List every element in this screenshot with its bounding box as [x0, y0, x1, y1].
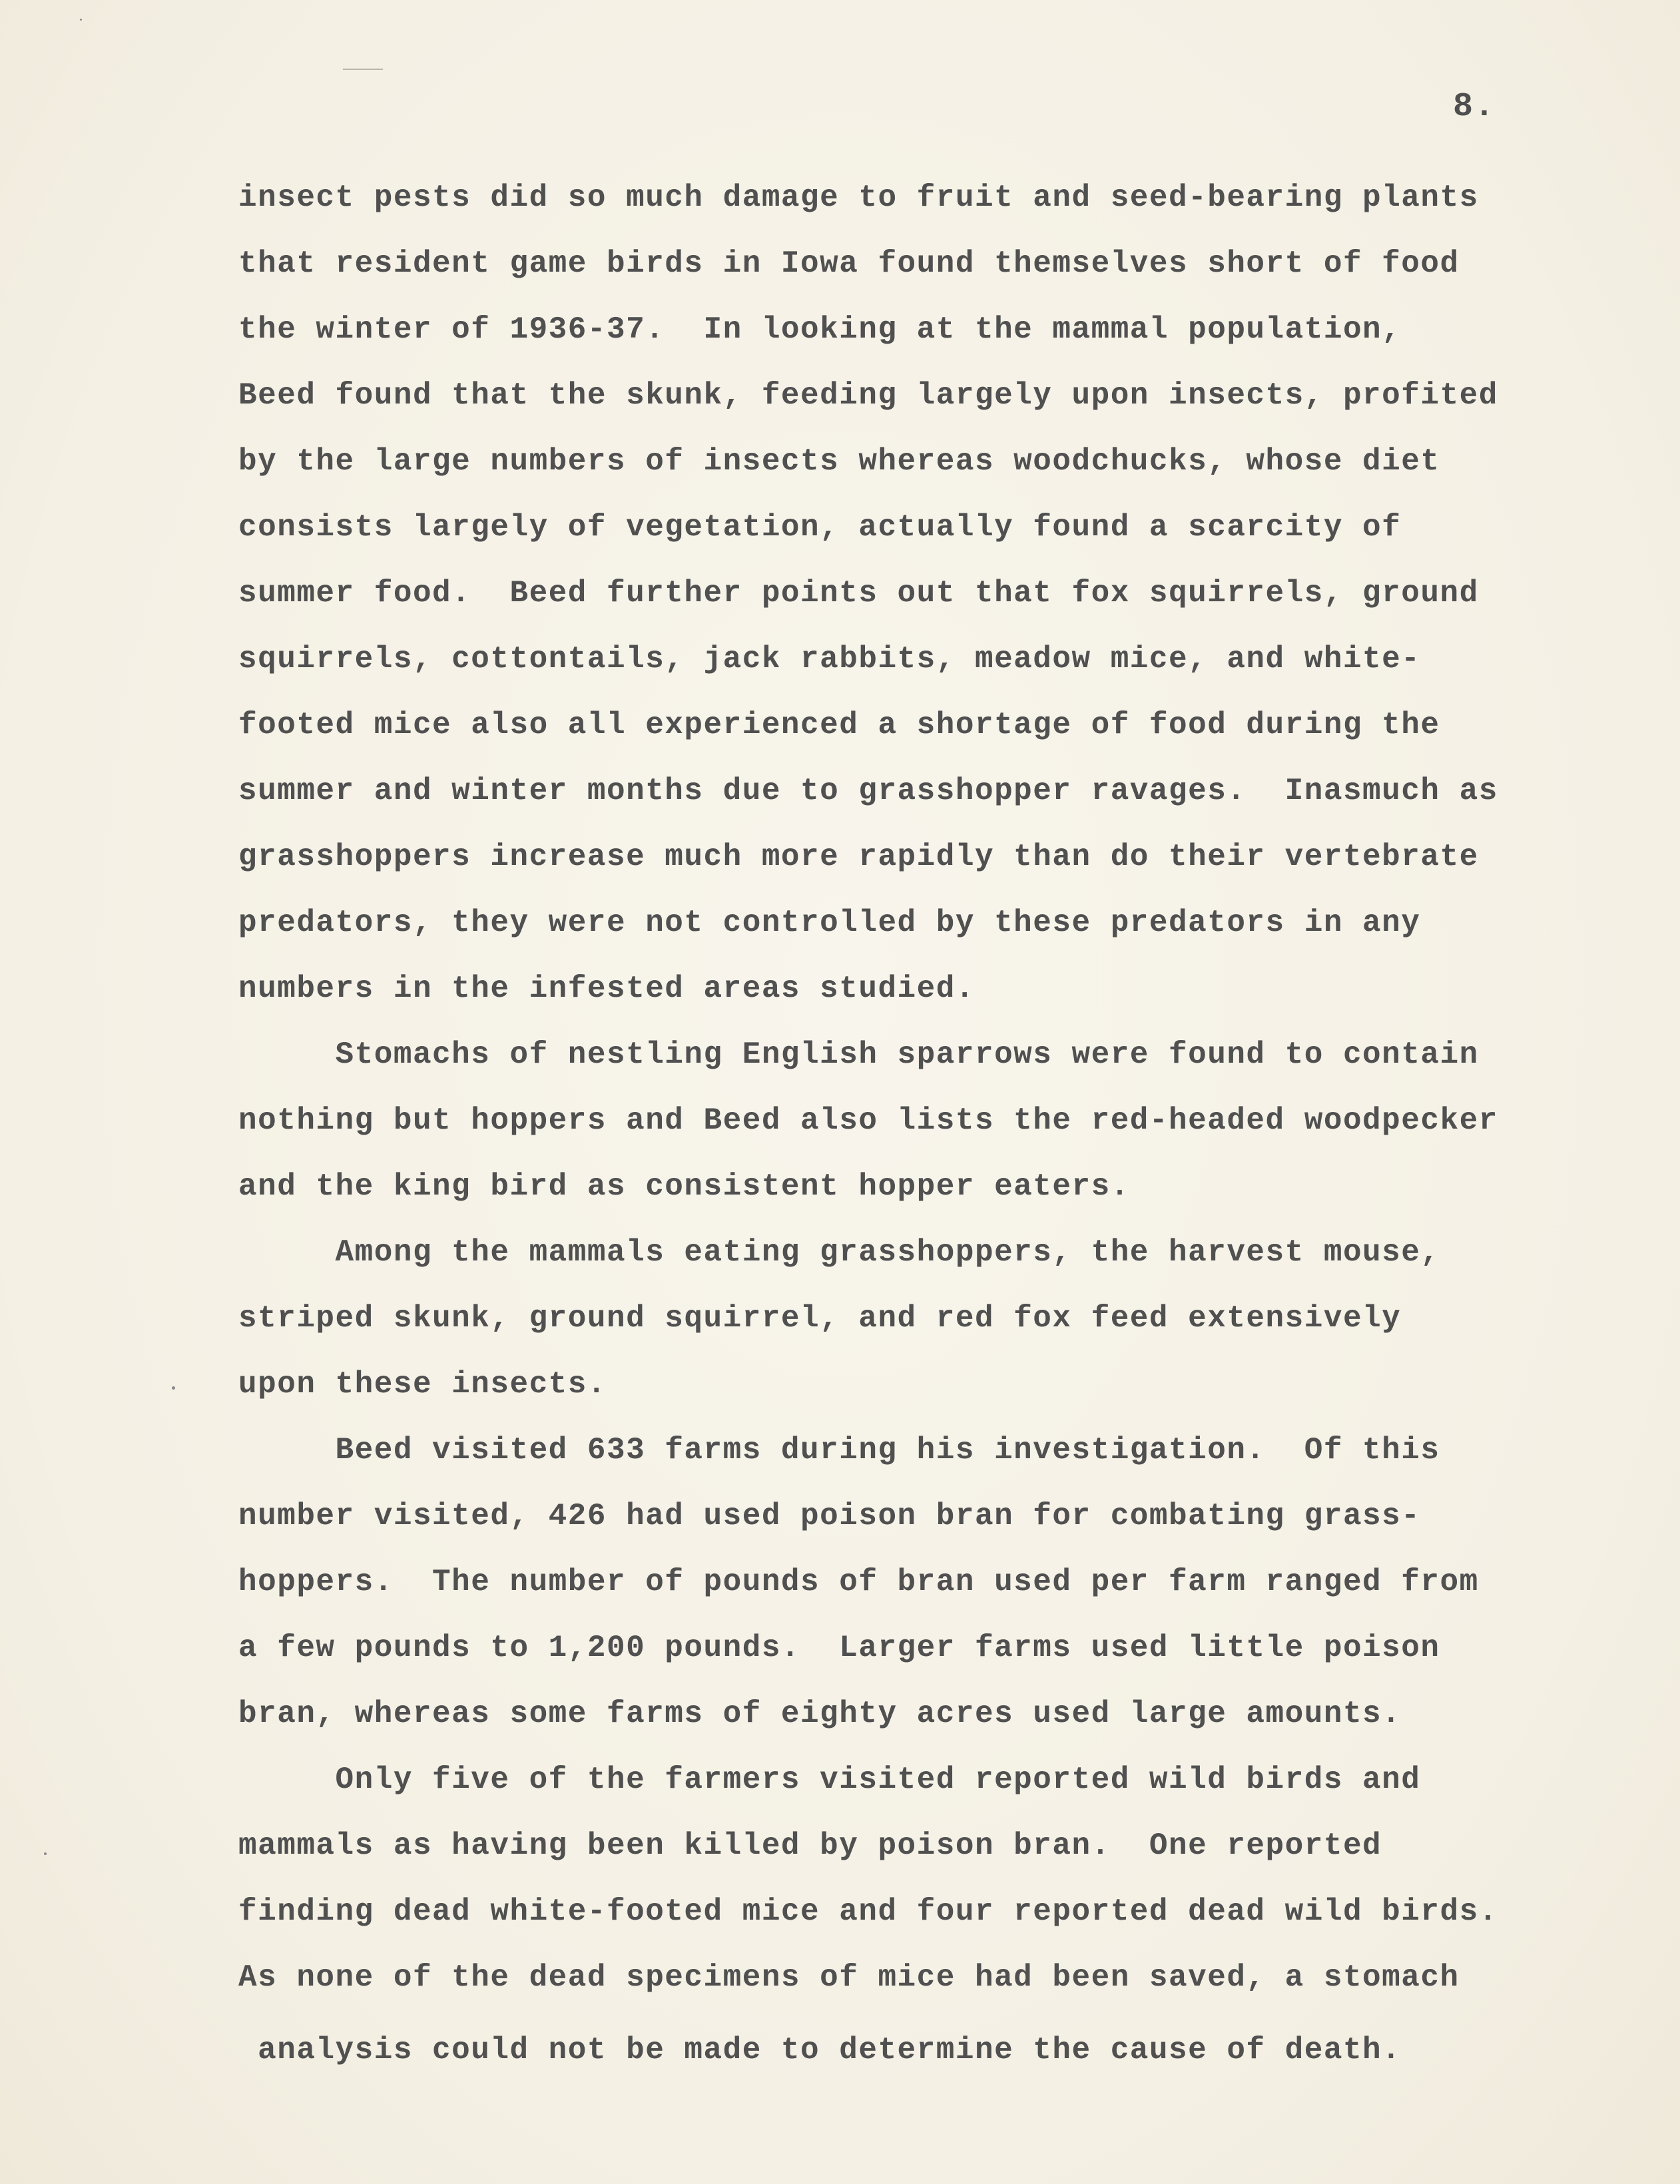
text-line: striped skunk, ground squirrel, and red fox feed extensively — [238, 1301, 1402, 1336]
text-line: predators, they were not controlled by these predators in any — [238, 906, 1421, 940]
text-line: number visited, 426 had used poison bran for combating grass- — [238, 1499, 1421, 1533]
text-line: the winter of 1936-37. In looking at the mammal population, — [238, 312, 1402, 347]
text-line: analysis could not be made to determine the cause of death. — [238, 2033, 1402, 2067]
text-line: numbers in the infested areas studied. — [238, 971, 975, 1006]
text-line: by the large numbers of insects whereas woodchucks, whose diet — [238, 444, 1440, 479]
paper-mark — [343, 69, 383, 70]
text-line: Beed visited 633 farms during his investigation. Of this — [238, 1433, 1440, 1468]
text-line: a few pounds to 1,200 pounds. Larger farms used little poison — [238, 1631, 1440, 1665]
text-line: grasshoppers increase much more rapidly than do their vertebrate — [238, 840, 1479, 874]
text-line: hoppers. The number of pounds of bran used per farm ranged from — [238, 1565, 1479, 1599]
text-line: summer food. Beed further points out that fox squirrels, ground — [238, 576, 1479, 611]
text-line: insect pests did so much damage to fruit and seed-bearing plants — [238, 180, 1479, 215]
paper-speck — [80, 19, 82, 21]
text-line: footed mice also all experienced a shortage of food during the — [238, 708, 1440, 742]
text-line: mammals as having been killed by poison bran. One reported — [238, 1828, 1382, 1863]
paper-speck — [172, 1386, 175, 1390]
text-line: Stomachs of nestling English sparrows were found to contain — [238, 1037, 1479, 1072]
text-line: finding dead white-footed mice and four reported dead wild birds. — [238, 1894, 1498, 1929]
page-number: 8. — [1453, 88, 1496, 126]
text-line: and the king bird as consistent hopper eaters. — [238, 1169, 1130, 1204]
text-line: summer and winter months due to grasshopper ravages. Inasmuch as — [238, 774, 1498, 808]
text-line: nothing but hoppers and Beed also lists the red-headed woodpecker — [238, 1103, 1498, 1138]
text-line: squirrels, cottontails, jack rabbits, meadow mice, and white- — [238, 642, 1421, 677]
text-line: As none of the dead specimens of mice had been saved, a stomach — [238, 1960, 1460, 1995]
text-line: consists largely of vegetation, actually found a scarcity of — [238, 510, 1402, 545]
text-line: Only five of the farmers visited reported wild birds and — [238, 1763, 1421, 1797]
text-line: Beed found that the skunk, feeding largely upon insects, profited — [238, 378, 1498, 413]
text-line: that resident game birds in Iowa found themselves short of food — [238, 246, 1460, 281]
paper-speck — [44, 1852, 47, 1855]
text-line: upon these insects. — [238, 1367, 607, 1402]
text-line: bran, whereas some farms of eighty acres used large amounts. — [238, 1697, 1402, 1731]
text-line: Among the mammals eating grasshoppers, the harvest mouse, — [238, 1235, 1440, 1270]
